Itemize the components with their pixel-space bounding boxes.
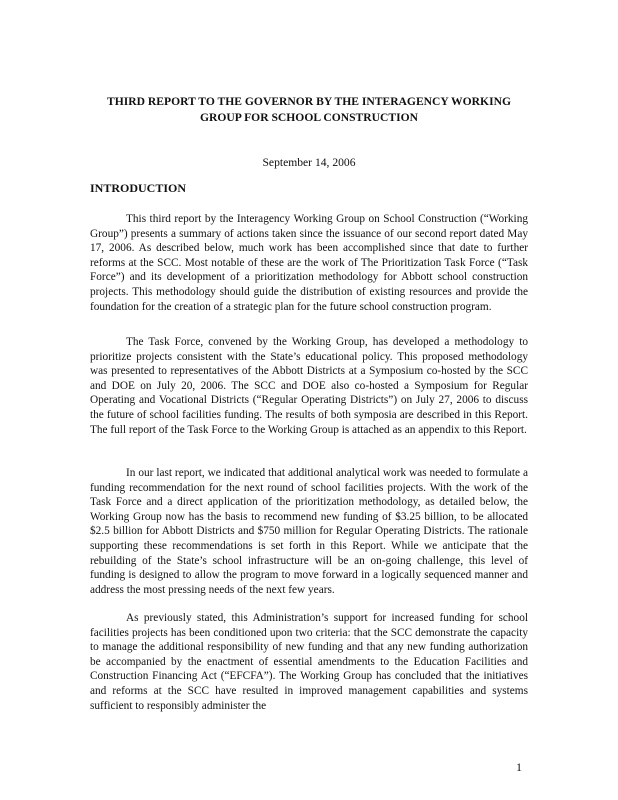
- paragraph: In our last report, we indicated that additional analytical work was needed to formulate a funding recommendation for the next round of school facilities projects. With the work of the Task Force and a direct application of the prioritization methodology, as detailed below, the Working Group now has the basis to recommend new funding of $3.25 billion, to be allocated $2.5 billion for Abbott Districts and $750 million for Regular Operating Districts. The rationale supporting these recommendations is set forth in this Report. While we anticipate that the rebuilding of the State’s school infrastructure will be an on-going challenge, this level of funding is designed to allow the program to move forward in a logically sequenced manner and address the most pressing needs of the next few years.: [90, 467, 528, 596]
- paragraph: The Task Force, convened by the Working Group, has developed a methodology to prioritize projects consistent with the State’s educational policy. This proposed methodology was presented to representatives of the Abbott Districts at a Symposium co-hosted by the SCC and DOE on July 20, 2006. The SCC and DOE also co-hosted a Symposium for Regular Operating and Vocational Districts (“Regular Operating Districts”) on July 27, 2006 to discuss the future of school facilities funding. The results of both symposia are described in this Report. The full report of the Task Force to the Working Group is attached as an appendix to this Report.: [90, 336, 528, 436]
- section-heading: INTRODUCTION: [90, 181, 187, 195]
- paragraph: This third report by the Interagency Working Group on School Construction (“Working Group”) presents a summary of actions taken since the issuance of our second report dated May 17, 2006. As described below, much work has been accomplished since that date to further reforms at the SCC. Most notable of these are the work of The Prioritization Task Force (“Task Force”) and its development of a prioritization methodology for Abbott school construction projects. This methodology should guide the distribution of existing resources and provide the foundation for the creation of a strategic plan for the future school construction program.: [90, 213, 528, 313]
- document-date: September 14, 2006: [262, 156, 356, 169]
- document-title: THIRD REPORT TO THE GOVERNOR BY THE INTERAGENCY WORKING GROUP FOR SCHOOL CONSTRUCTION: [107, 95, 511, 124]
- paragraph: As previously stated, this Administration’s support for increased funding for school facilities projects has been conditioned upon two criteria: that the SCC demonstrate the capacity to manage the additional responsibility of new funding and that any new funding authorization be accompanied by the enactment of essential amendments to the Education Facilities and Construction Financing Act (“EFCFA”). The Working Group has concluded that the initiatives and reforms at the SCC have resulted in improved management capabilities and systems sufficient to responsibly administer the: [90, 612, 528, 712]
- page-number: 1: [516, 760, 522, 774]
